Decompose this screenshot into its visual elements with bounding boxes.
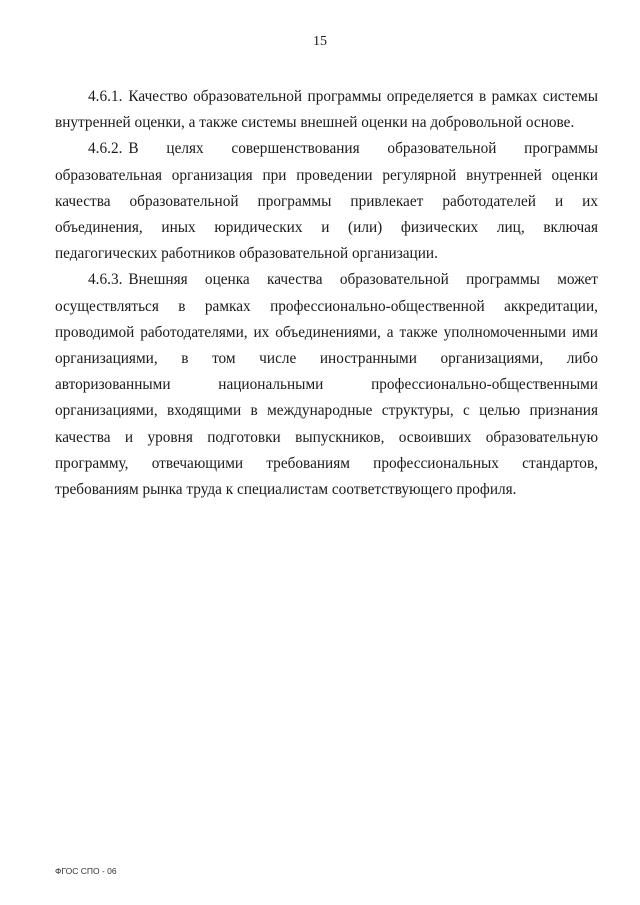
document-footer-code: ФГОС СПО - 06 (55, 866, 117, 876)
paragraph-text: Внешняя оценка качества образовательной программы может осуществляться в рамках профессионально-общественной аккредитации, проводимой работодателями, их объединениями, а также уполномоченными ими организациями, в том числе иностранными организациями, либо авторизованными национальными профессионально-общественными организациями, входящими в международные структуры, с целью признания качества и уровня подготовки выпускников, освоивших образовательную программу, отвечающими требованиям профессиональных стандартов, требованиям рынка труда к специалистам соответствующего профиля. (55, 271, 598, 499)
paragraph-number: 4.6.3. (88, 271, 123, 289)
page-number: 15 (313, 34, 327, 49)
paragraph-4-6-3 (55, 267, 598, 503)
paragraph-number: 4.6.2. (88, 140, 123, 158)
paragraph-text: В целях совершенствования образовательной программы образовательная организация при проведении регулярной внутренней оценки качества образовательной программы привлекает работодателей и их объединения, иных юридических и (или) физических лиц, включая педагогических работников образовательной организации. (55, 140, 598, 263)
paragraph-4-6-2 (55, 136, 598, 267)
document-body (55, 84, 598, 503)
paragraph-text: Качество образовательной программы определяется в рамках системы внутренней оценки, а также системы внешней оценки на добровольной основе. (55, 88, 598, 132)
paragraph-4-6-1 (55, 84, 598, 136)
paragraph-number: 4.6.1. (88, 88, 123, 105)
